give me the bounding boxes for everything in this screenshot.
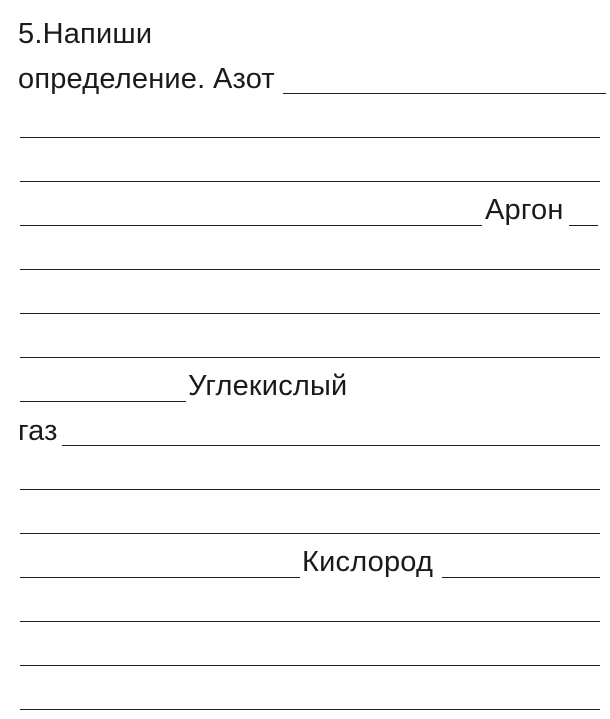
answer-line[interactable] (20, 665, 600, 666)
answer-line[interactable] (20, 401, 186, 402)
term-argon: Аргон (485, 194, 564, 226)
term-co2-part2: газ (18, 415, 58, 447)
term-co2-part1: Углекислый (188, 370, 348, 402)
answer-line[interactable] (20, 533, 600, 534)
answer-line-nitrogen[interactable] (283, 93, 606, 94)
answer-line[interactable] (20, 489, 600, 490)
definition-prompt: определение. (18, 63, 206, 95)
answer-line-argon[interactable] (569, 225, 598, 226)
answer-line[interactable] (20, 225, 482, 226)
task-title: 5.Напиши (18, 18, 153, 50)
term-nitrogen: Азот (213, 63, 275, 95)
answer-line[interactable] (20, 269, 600, 270)
answer-line[interactable] (20, 357, 600, 358)
term-oxygen: Кислород (302, 546, 434, 578)
answer-line[interactable] (20, 621, 600, 622)
answer-line[interactable] (20, 577, 300, 578)
answer-line[interactable] (20, 709, 600, 710)
answer-line[interactable] (20, 181, 600, 182)
answer-line-oxygen[interactable] (442, 577, 600, 578)
answer-line-co2[interactable] (62, 445, 600, 446)
answer-line[interactable] (20, 313, 600, 314)
answer-line[interactable] (20, 137, 600, 138)
